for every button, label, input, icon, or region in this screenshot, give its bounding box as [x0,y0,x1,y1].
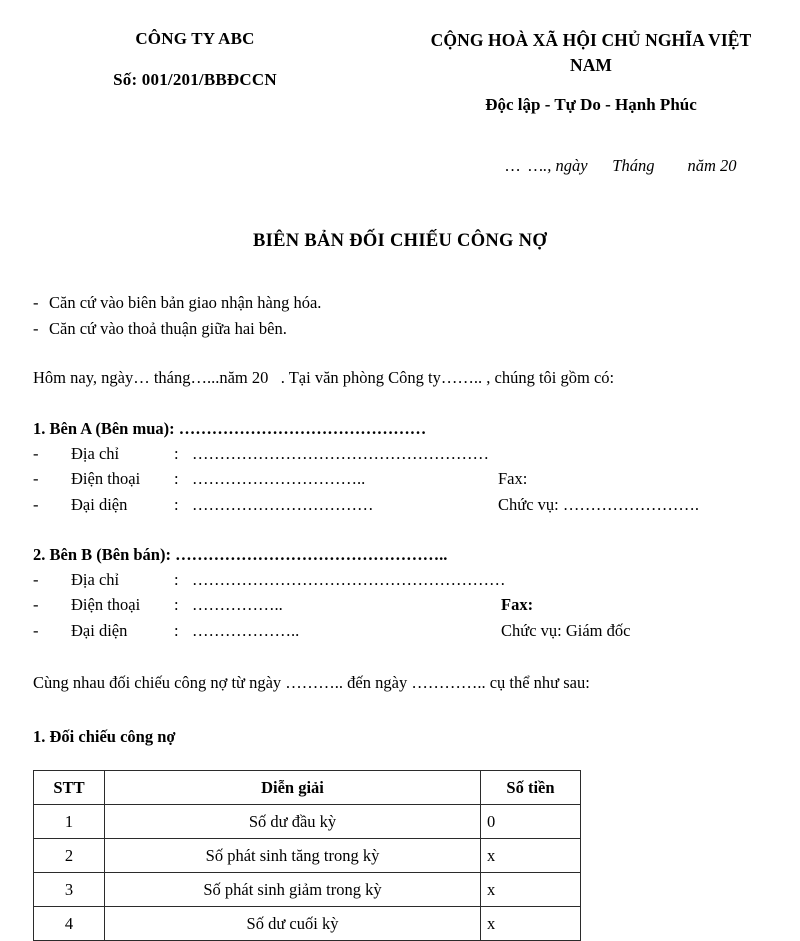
table-row [34,839,581,873]
cell-amount: x [481,839,581,873]
field-blank-dots: ………………………………………………… [192,570,506,590]
national-title-line2: NAM [569,55,613,76]
cell-description: Số dư cuối kỳ [105,907,481,941]
column-header-amount: Số tiền [481,771,581,805]
column-header-description: Diễn giải [105,771,481,805]
party-b-address-row [33,569,770,591]
cell-amount: 0 [481,805,581,839]
list-item [33,318,770,340]
cell-stt: 4 [34,907,105,941]
field-label-representative: Đại diện [71,494,128,514]
field-blank-dots: ……………….. [192,620,300,640]
field-blank-dots: …………………………… [192,494,374,514]
bullet-dash: - [33,469,39,489]
document-header [0,0,800,177]
bullet-dash: - [33,494,39,514]
table-head [34,771,581,805]
field-blank-dots: ……………………………………………… [192,443,489,463]
field-label-phone: Điện thoại [71,469,141,489]
document-body [0,292,800,941]
place-date-line: … …., ngày Tháng năm 20 [505,155,737,175]
field-label-position: Chức vụ: ……………………. [498,494,699,514]
cell-description: Số phát sinh giảm trong kỳ [105,873,481,907]
party-b-section [33,544,770,642]
field-colon: : [174,494,179,514]
table-row [34,805,581,839]
basis-item-text: Căn cứ vào biên bản giao nhận hàng hóa. [49,292,322,312]
comparison-paragraph: Cùng nhau đối chiếu công nợ từ ngày ……….. đến ngày ………….. cụ thể như sau: [33,672,590,692]
column-header-stt: STT [34,771,105,805]
table-body [34,805,581,941]
cell-stt: 2 [34,839,105,873]
field-colon: : [174,570,179,590]
party-a-address-row [33,443,770,465]
cell-stt: 1 [34,805,105,839]
field-label-address: Địa chỉ [71,570,120,590]
basis-list [33,292,770,341]
party-a-section [33,418,770,516]
section-heading-debt-comparison: 1. Đối chiếu công nợ [33,727,176,747]
field-colon: : [174,620,179,640]
cell-amount: x [481,873,581,907]
field-label-fax: Fax: [501,595,534,615]
field-label-fax: Fax: [498,469,528,489]
table-row [34,907,581,941]
bullet-dash: - [33,595,39,615]
party-a-phone-row [33,468,770,490]
national-motto: Độc lập - Tự Do - Hạnh Phúc [485,94,697,114]
bullet-dash: - [33,319,39,339]
field-label-representative: Đại diện [71,620,128,640]
bullet-dash: - [33,570,39,590]
party-a-representative-row [33,494,770,516]
cell-description: Số dư đầu kỳ [105,805,481,839]
field-colon: : [174,469,179,489]
field-blank-dots: ………………………….. [192,469,366,489]
cell-amount: x [481,907,581,941]
table-header-row [34,771,581,805]
field-label-phone: Điện thoại [71,595,141,615]
header-right-block [400,28,800,177]
field-label-address: Địa chỉ [71,443,120,463]
party-b-phone-row [33,594,770,616]
debt-comparison-table [33,770,581,941]
intro-paragraph: Hôm nay, ngày… tháng…...năm 20 . Tại văn phòng Công ty…….. , chúng tôi gồm có: [33,368,615,388]
list-item [33,292,770,314]
table-row [34,873,581,907]
party-b-representative-row [33,620,770,642]
field-colon: : [174,595,179,615]
page-title: BIÊN BẢN ĐỐI CHIẾU CÔNG NỢ [252,230,548,251]
basis-item-text: Căn cứ vào thoả thuận giữa hai bên. [49,319,287,339]
field-colon: : [174,443,179,463]
document-number: Số: 001/201/BBĐCCN [113,69,277,89]
party-a-title: 1. Bên A (Bên mua): ……………………………………… [33,418,427,438]
bullet-dash: - [33,292,39,312]
cell-description: Số phát sinh tăng trong kỳ [105,839,481,873]
bullet-dash: - [33,620,39,640]
field-blank-dots: …………….. [192,595,283,615]
bullet-dash: - [33,443,39,463]
header-left-block [0,28,400,92]
company-name: CÔNG TY ABC [135,29,255,48]
party-b-title: 2. Bên B (Bên bán): ………………………………………….. [33,544,448,564]
cell-stt: 3 [34,873,105,907]
field-value-position: Chức vụ: Giám đốc [501,620,631,640]
national-title-line1: CỘNG HOÀ XÃ HỘI CHỦ NGHĨA VIỆT [430,30,752,50]
